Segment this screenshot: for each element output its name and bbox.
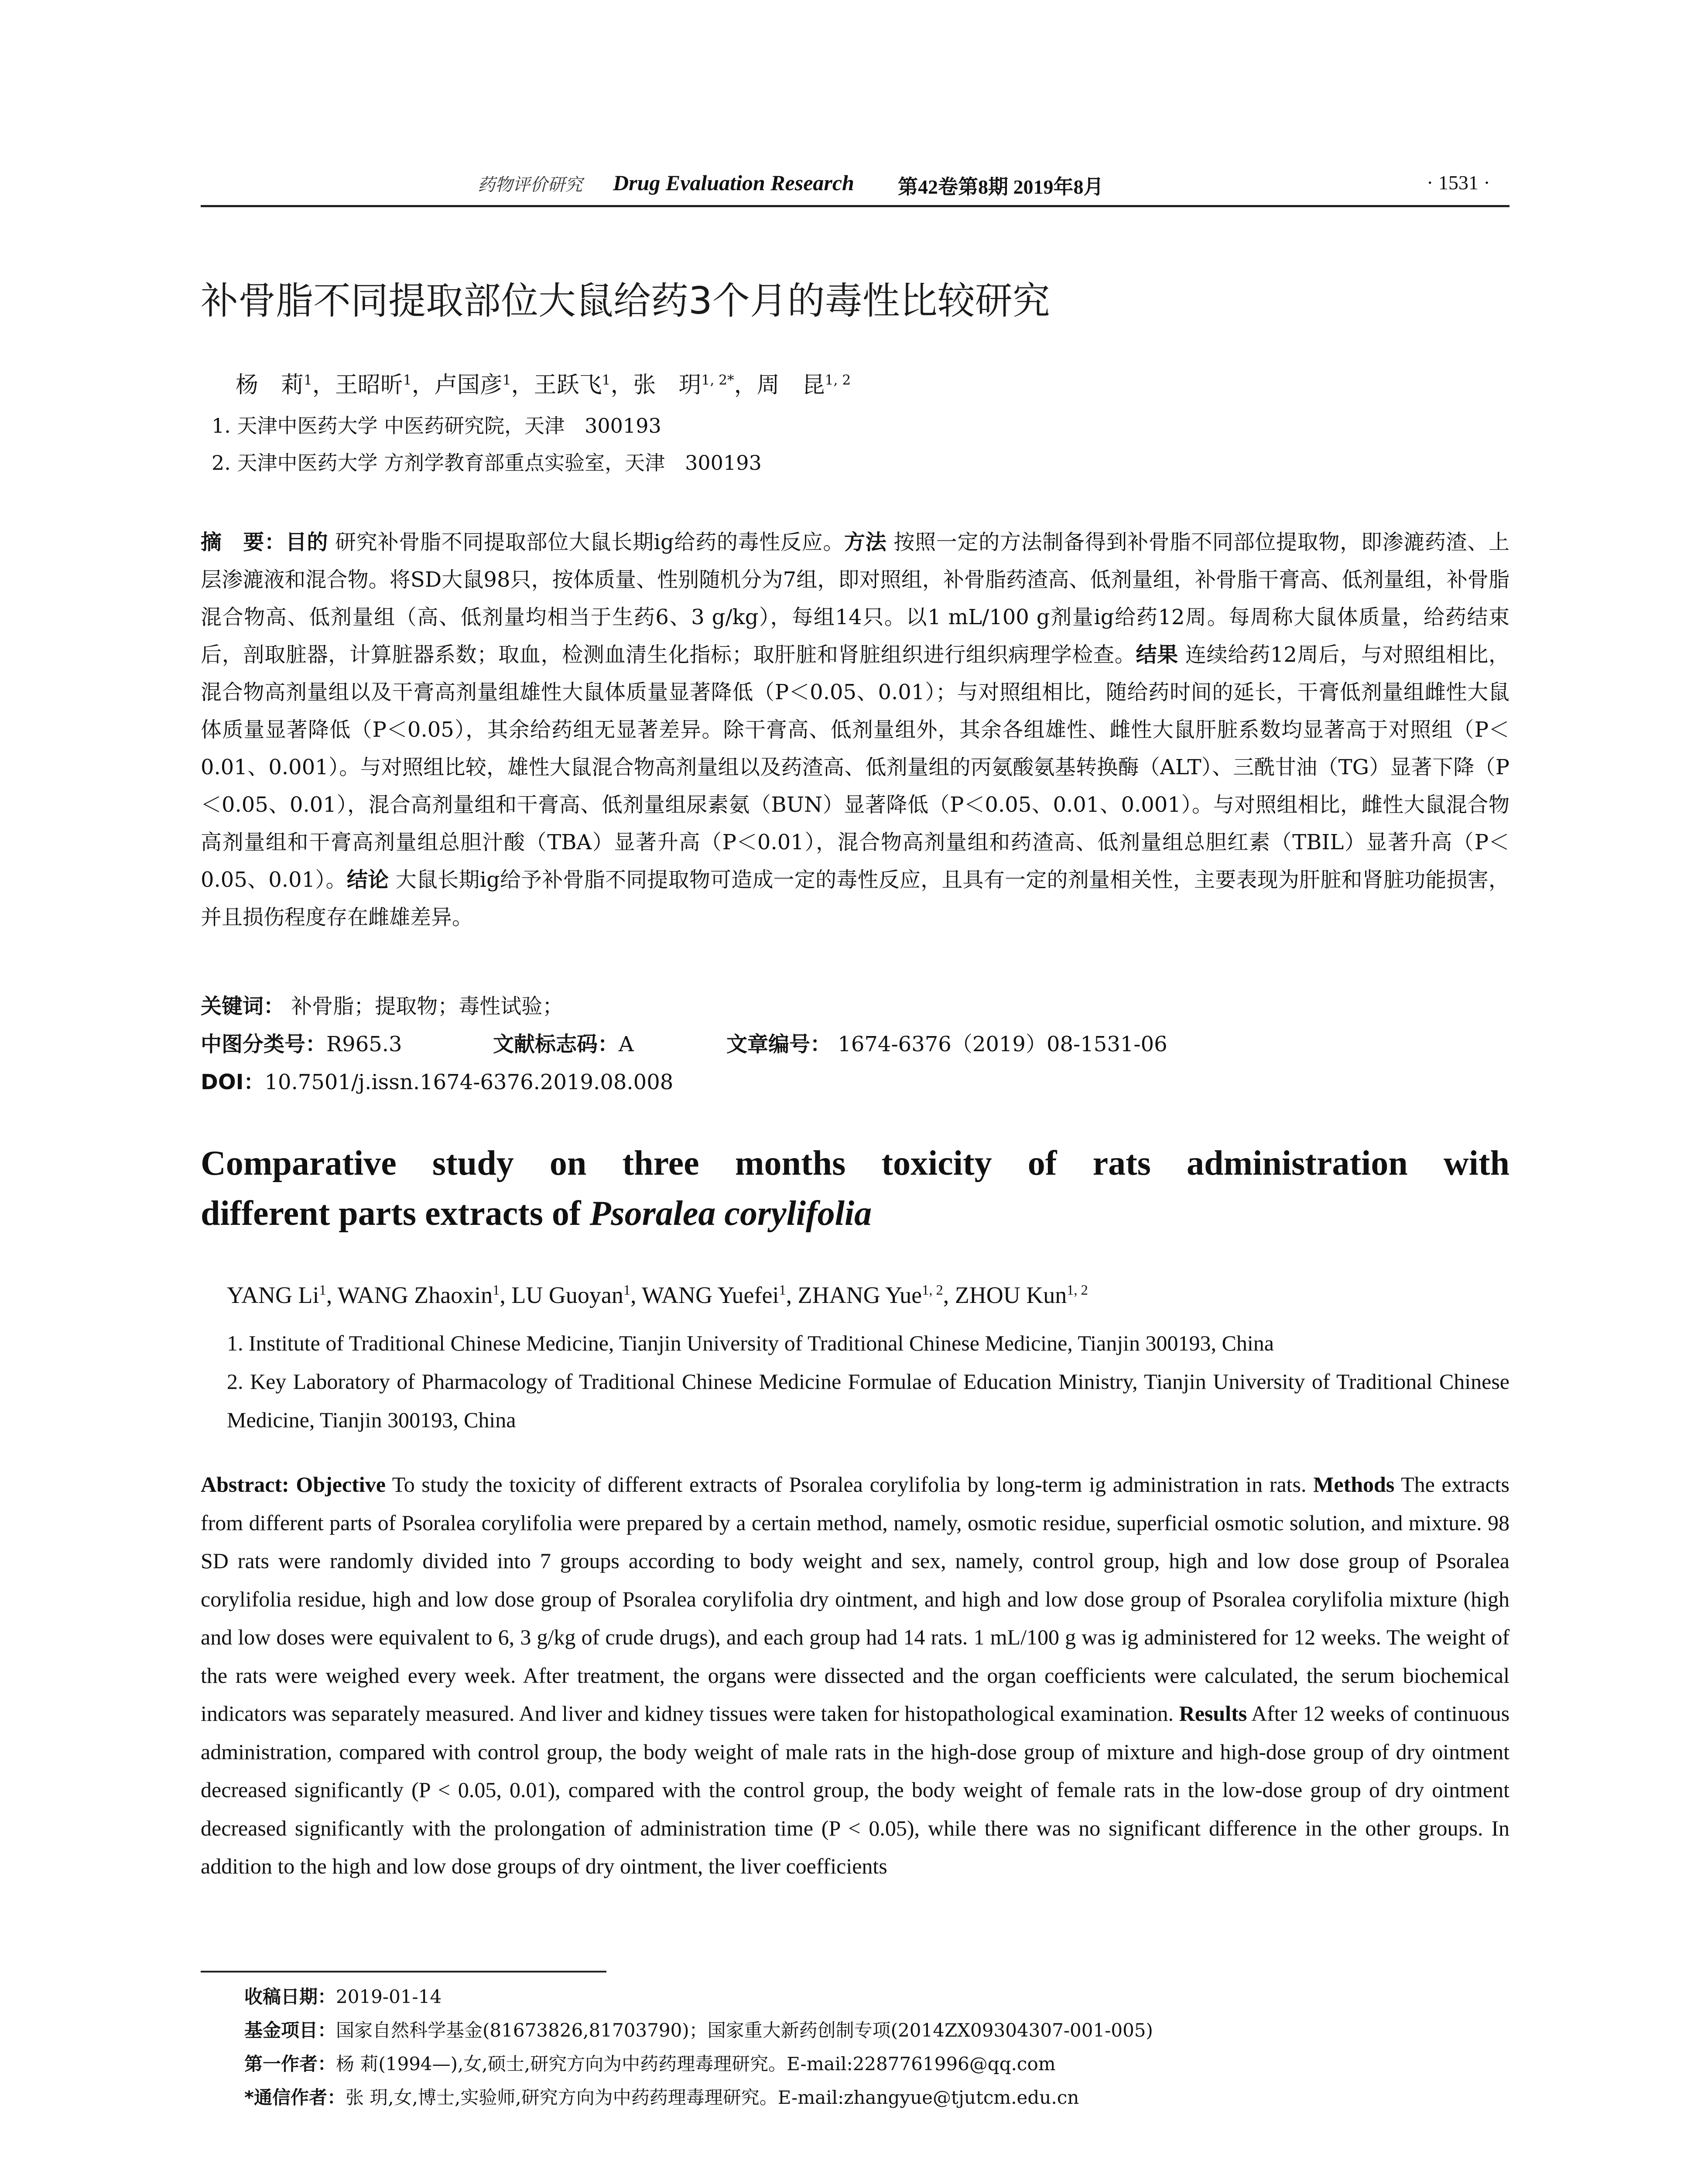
en-title [201,1138,1509,1239]
en-abstract-label: Abstract: [201,1472,289,1497]
running-header-rule [201,166,1509,207]
journal-name: Drug Evaluation Research [613,171,854,195]
en-author-sup: 1 [623,1282,631,1298]
footnote-first-author-value: 杨 莉(1994—),女,硕士,研究方向为中药药理毒理研究。E-mail:2287761996@qq.com [336,2053,1056,2075]
cn-keywords-text: 补骨脂；提取物；毒性试验； [291,994,564,1019]
en-author: YANG Li [227,1282,319,1308]
cn-methods-label: 方法 [844,530,887,554]
cn-article-no-label: 文章编号： [726,1032,832,1056]
cn-conclusion-label: 结论 [346,868,389,892]
footnote-received-label: 收稿日期： [244,1986,336,2007]
cn-clc-label: 中图分类号： [201,1032,327,1056]
footnote-first-author [244,2050,1056,2076]
en-affiliation-1: 1. Institute of Traditional Chinese Medicine, Tianjin University of Traditional Chinese Medicine, Tianjin 300193, China [227,1331,1274,1355]
cn-abstract [201,523,1509,936]
cn-clc [201,1027,402,1057]
en-title-line2: different parts extracts of [201,1194,590,1233]
cn-objective-text: 研究补骨脂不同提取部位大鼠长期ig给药的毒性反应。 [335,530,845,554]
en-author-sup: 1 [319,1282,326,1298]
en-objective-label: Objective [296,1472,386,1497]
footnote-received-value: 2019-01-14 [336,1986,442,2007]
cn-doccode-value: A [619,1032,634,1056]
footnote-corresponding-value: 张 玥,女,博士,实验师,研究方向为中药药理毒理研究。E-mail:zhangyue@tjutcm.edu.cn [345,2087,1079,2108]
cn-author: 王昭昕 [335,372,403,398]
journal-issue: 第42卷第8期 2019年8月 [898,176,1104,198]
en-author: ZHANG Yue [798,1282,922,1308]
page-number: · 1531 · [1427,171,1490,194]
footnote-corresponding [244,2083,1079,2109]
cn-author: 王跃飞 [534,372,602,398]
cn-methods-text: 按照一定的方法制备得到补骨脂不同部位提取物，即渗漉药渣、上层渗漉液和混合物。将SD大鼠98只，按体质量、性别随机分为7组，即对照组，补骨脂药渣高、低剂量组，补骨脂干膏高、低剂量组，补骨脂混合物高、低剂量组（高、低剂量均相当于生药6、3 g/kg），每组14只。以1 mL/100 g剂量ig给药12周。每周称大鼠体质量，给药结束后，剖取脏器，计算脏器系数；取血，检测血清生化指标；取肝脏和肾脏组织进行组织病理学检查。 [201,530,1509,667]
en-authors: YANG Li$^1$, WANG Zhaoxin$^1$, LU Guoyan$^1$, WANG Yuefei$^1$, ZHANG Yue$^{1, 2}$, ZHOU Kun$^{1, 2}$ [227,1282,1088,1308]
cn-clc-value: R965.3 [326,1032,402,1056]
cn-article-no-value: 1674-6376（2019）08-1531-06 [838,1032,1167,1056]
footnote-fund-label: 基金项目： [244,2020,336,2041]
en-author: ZHOU Kun [955,1282,1067,1308]
footnote-first-author-label: 第一作者： [244,2053,336,2075]
cn-author-sup: 1 [304,372,312,388]
en-objective-text: To study the toxicity of different extracts of Psoralea corylifolia by long-term ig administration in rats. [392,1472,1307,1497]
footnote-fund-value: 国家自然科学基金(81673826,81703790)；国家重大新药创制专项(2014ZX09304307-001-005) [336,2020,1153,2041]
cn-author-sup: 1, 2 [825,372,851,388]
cn-doi-value: 10.7501/j.issn.1674-6376.2019.08.008 [264,1070,674,1094]
en-results-text: After 12 weeks of continuous administration, compared with control group, the body weight of male rats in the high-dose group of mixture and high-dose group of dry ointment decreased significantly (P < 0.05, 0.01), compared with the control group, the body weight of female rats in the low-dose group of dry ointment decreased significantly with the prolongation of administration time (P < 0.05), while there was no significant difference in the other groups. In addition to the high and low dose groups of dry ointment, the liver coefficients [201,1701,1510,1878]
footnote-received [244,1983,442,2009]
footnote-rule [201,1971,606,1972]
cn-conclusion-text: 大鼠长期ig给予补骨脂不同提取物可造成一定的毒性反应，且具有一定的剂量相关性，主要表现为肝脏和肾脏功能损害，并且损伤程度存在雌雄差异。 [201,868,1509,930]
en-abstract [201,1466,1509,1886]
cn-doccode-label: 文献标志码： [493,1032,619,1056]
footnote-corresponding-label: *通信作者： [244,2087,346,2108]
cn-author-sup: 1 [502,372,511,388]
cn-article-no [726,1027,1167,1057]
cn-objective-label: 目的 [285,530,329,554]
en-author: WANG Yuefei [642,1282,779,1308]
cn-doccode [493,1027,634,1057]
journal-logo: 药物评价研究 [478,175,582,195]
cn-affiliation-2: 2. 天津中医药大学 方剂学教育部重点实验室，天津 300193 [212,451,762,475]
en-author: LU Guoyan [511,1282,623,1308]
cn-title: 补骨脂不同提取部位大鼠给药3个月的毒性比较研究 [201,279,1050,323]
cn-doi-label: DOI： [201,1070,265,1094]
cn-author: 张 玥 [633,372,702,398]
en-author-sup: 1, 2 [922,1282,943,1298]
en-author: WANG Zhaoxin [337,1282,493,1308]
cn-results-label: 结果 [1136,643,1178,667]
cn-keywords [201,989,563,1019]
cn-affiliation-1: 1. 天津中医药大学 中医药研究院，天津 300193 [212,414,661,438]
cn-doi [201,1065,673,1095]
en-author-sup: 1, 2 [1067,1282,1088,1298]
en-methods-text: The extracts from different parts of Psoralea corylifolia were prepared by a certain method, namely, osmotic residue, superficial osmotic solution, and mixture. 98 SD rats were randomly divided into 7 groups according to body weight and sex, namely, control group, high and low dose group of Psoralea corylifolia residue, high and low dose group of Psoralea corylifolia dry ointment, and high and low dose group of Psoralea corylifolia mixture (high and low doses were equivalent to 6, 3 g/kg of crude drugs), and each group had 14 rats. 1 mL/100 g was ig administered for 12 weeks. The weight of the rats were weighed every week. After treatment, the organs were dissected and the organ coefficients were calculated, the serum biochemical indicators was separately measured. And liver and kidney tissues were taken for histopathological examination. [201,1472,1509,1726]
cn-author: 杨 莉 [236,372,304,398]
cn-author: 卢国彦 [434,372,503,398]
cn-abstract-label: 摘 要： [201,530,286,554]
cn-author-sup: 1 [403,372,412,388]
en-title-line1: Comparative study on three months toxicity of rats administration with [201,1144,1509,1183]
footnote-fund [244,2016,1153,2042]
cn-author-sup: 1 [602,372,611,388]
cn-authors: 杨 莉$^1$，王昭昕$^1$，卢国彦$^1$，王跃飞$^1$，张 玥$^{1, 2*}$，周 昆$^{1, 2}$ [236,372,851,398]
en-author-sup: 1 [779,1282,786,1298]
cn-keywords-label: 关键词： [201,994,285,1019]
en-affiliation-2: 2. Key Laboratory of Pharmacology of Traditional Chinese Medicine Formulae of Education Ministry, Tianjin University of Traditional Chinese Medicine, Tianjin 300193, China [227,1369,1509,1432]
en-title-species: Psoralea corylifolia [589,1194,872,1233]
en-results-label: Results [1179,1701,1247,1726]
cn-results-text: 连续给药12周后，与对照组相比，混合物高剂量组以及干膏高剂量组雄性大鼠体质量显著降低（P＜0.05、0.01）；与对照组相比，随给药时间的延长，干膏低剂量组雌性大鼠体质量显著降低（P＜0.05），其余给药组无显著差异。除干膏高、低剂量组外，其余各组雄性、雌性大鼠肝脏系数均显著高于对照组（P＜0.01、0.001）。与对照组比较，雄性大鼠混合物高剂量组以及药渣高、低剂量组的丙氨酸氨基转换酶（ALT）、三酰甘油（TG）显著下降（P＜0.05、0.01），混合高剂量组和干膏高、低剂量组尿素氨（BUN）显著降低（P＜0.05、0.01、0.001）。与对照组相比，雌性大鼠混合物高剂量组和干膏高剂量组总胆汁酸（TBA）显著升高（P＜0.01），混合物高剂量组和药渣高、低剂量组总胆红素（TBIL）显著升高（P＜0.05、0.01）。 [201,643,1509,892]
cn-author-sup: 1, 2* [701,372,734,388]
en-methods-label: Methods [1313,1472,1395,1497]
en-author-sup: 1 [493,1282,500,1298]
cn-author: 周 昆 [756,372,825,398]
